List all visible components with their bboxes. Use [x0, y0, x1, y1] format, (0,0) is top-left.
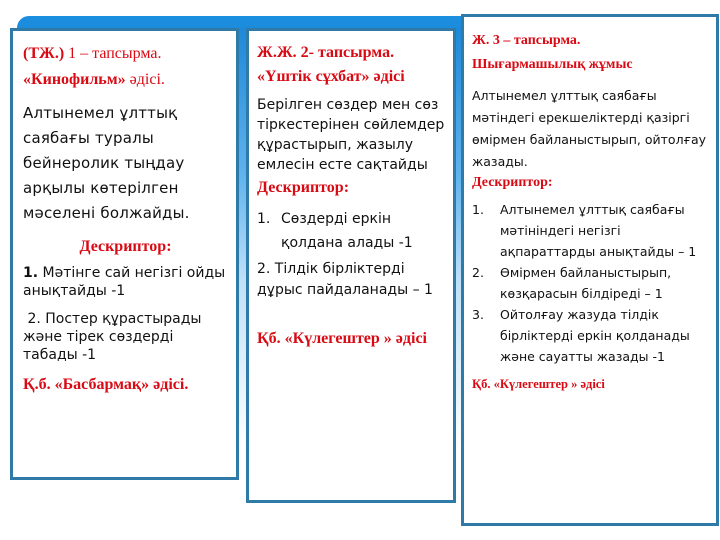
item-number: 2.	[472, 265, 484, 280]
task-1-method-suffix: әдісі.	[125, 71, 165, 88]
task-2-description: Берілген сөздер мен сөз тіркестерінен сөйлемдер құрастырып, жазылу емлесін есте сақтайды	[257, 97, 445, 173]
item-number: 1.	[257, 211, 271, 227]
item-number: 2.	[27, 311, 41, 327]
task-card-3	[461, 14, 719, 526]
task-2-title-line-1: Ж.Ж. 2- тапсырма.	[257, 44, 395, 61]
task-1-label: 1 – тапсырма.	[64, 45, 162, 62]
item-text: Өмірмен байланыстырып, көзқарасын білдіреді – 1	[500, 265, 672, 301]
task-2-feedback: Қб. «Күлегештер » әдісі	[257, 330, 427, 347]
item-text: Ойтолғау жазуда тілдік бірліктерді еркін қолданады және сауатты жазады -1	[500, 307, 690, 364]
task-1-descriptor-label: Дескриптор:	[79, 238, 172, 255]
task-2-title-line-2: «Үштік сұхбат» әдісі	[257, 68, 405, 85]
task-1-title	[23, 41, 228, 93]
task-2-title	[257, 41, 447, 89]
task-1-descriptor-item	[23, 310, 228, 364]
task-2-descriptor-list	[257, 207, 447, 255]
task-1-code: (ТЖ.)	[23, 45, 65, 62]
item-number: 3.	[472, 307, 484, 322]
item-text: Алтынемел ұлттық саябағы мәтініндегі негізгі ақпараттарды анықтайды – 1	[500, 202, 697, 259]
task-2-descriptor-item	[257, 207, 447, 255]
task-3-descriptor-item	[472, 304, 708, 367]
task-3-title-line-2: Шығармашылық жұмыс	[472, 57, 633, 72]
task-3-title	[472, 29, 708, 77]
item-number: 1.	[23, 265, 39, 281]
task-3-title-line-1: Ж. 3 – тапсырма.	[472, 33, 581, 48]
task-3-descriptor-item	[472, 199, 708, 262]
task-1-method-name: «Кинофильм»	[23, 71, 126, 88]
task-1-descriptor-item	[23, 264, 228, 300]
item-text: Сөздерді еркін қолдана алады -1	[281, 211, 413, 251]
task-2-descriptor-item	[257, 259, 447, 301]
task-1-description: Алтынемел ұлттық саябағы туралы бейнеролик тыңдау арқылы көтерілген мәселені болжайды.	[23, 104, 190, 222]
task-2-descriptor-label: Дескриптор:	[257, 179, 350, 196]
item-text: Тілдік бірліктерді дұрыс пайдаланады – 1	[257, 261, 433, 298]
task-3-description: Алтынемел ұлттық саябағы мәтіндегі ерекшеліктерді қазіргі өмірмен байланыстырып, ойтолғау жазады.	[472, 88, 707, 169]
task-card-2	[246, 28, 456, 503]
task-3-descriptor-item	[472, 262, 708, 304]
item-number: 1.	[472, 202, 484, 217]
task-3-descriptor-label: Дескриптор:	[472, 175, 553, 190]
task-3-feedback: Қб. «Күлегештер » әдісі	[472, 377, 605, 391]
item-number: 2.	[257, 261, 271, 277]
task-1-feedback: Қ.б. «Басбармақ» әдісі.	[23, 376, 189, 393]
item-text: Мәтінге сай негізгі ойды анықтайды -1	[23, 265, 226, 299]
task-3-descriptor-list	[472, 199, 708, 367]
task-card-1	[10, 28, 239, 480]
item-text: Постер құрастырады және тірек сөздерді табады -1	[23, 311, 202, 363]
